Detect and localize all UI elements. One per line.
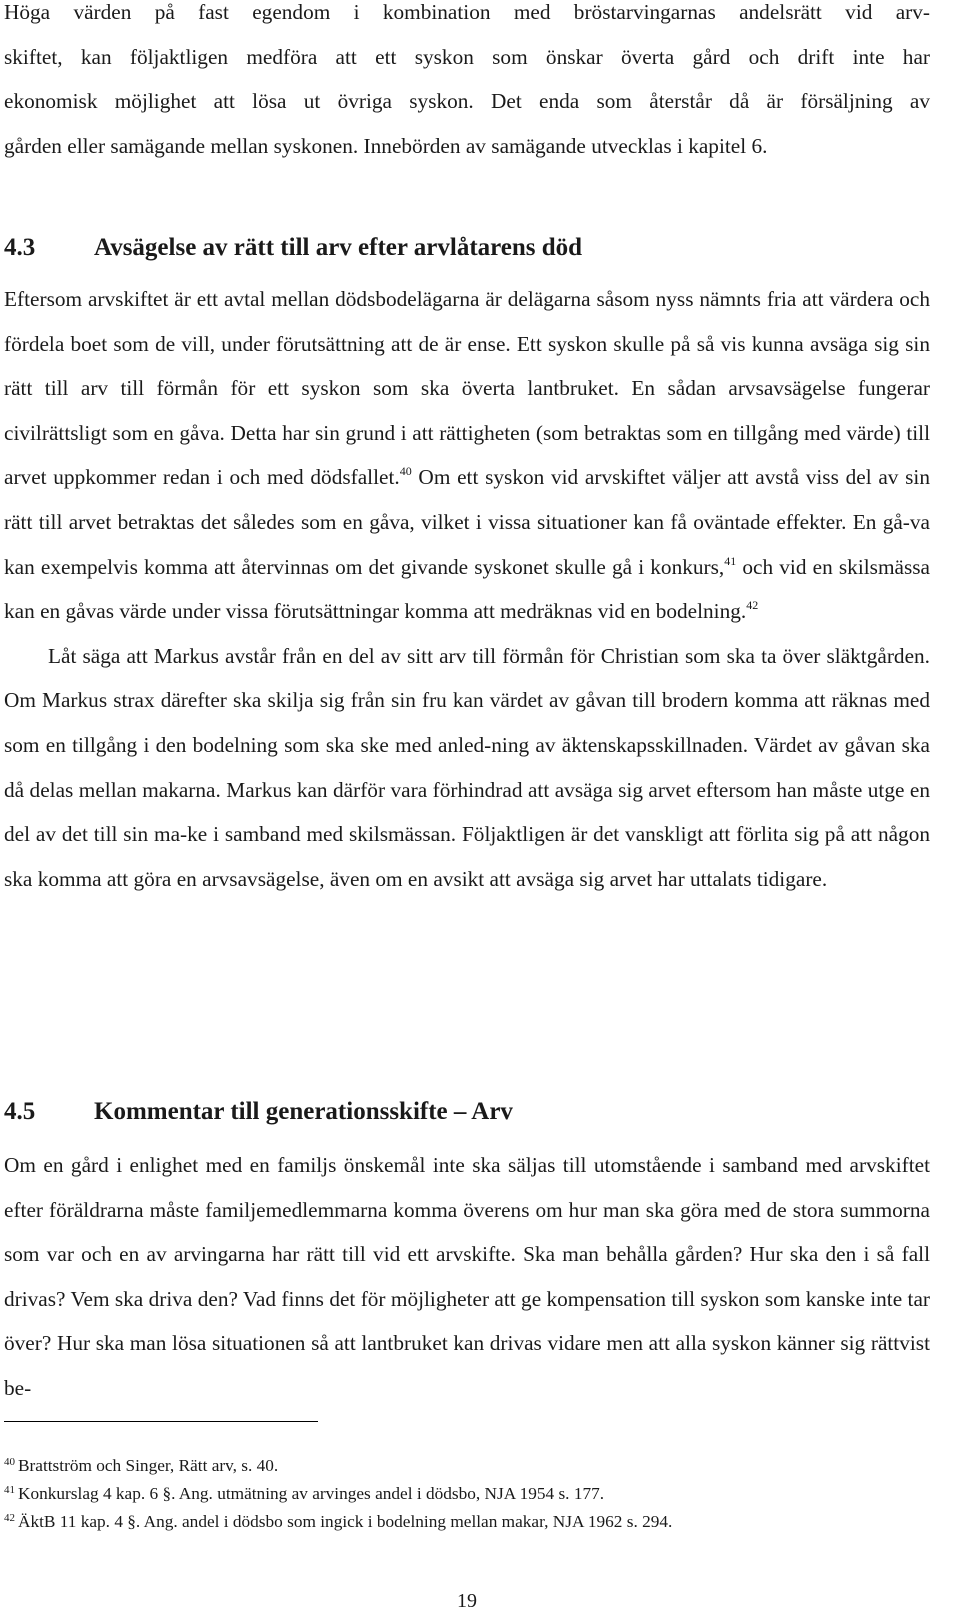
paragraph-text: Eftersom arvskiftet är ett avtal mellan dödsbodelägarna är delägarna såsom nyss nämnts fria att värdera och fördela boet som de vill, under förutsättning att de är ense. Ett syskon skulle på så vis kunna avsäga sig sin rätt till arv till förmån för ett syskon som ska överta lantbruket. En sådan arvsavsägelse fungerar civilrättsligt som en gåva. Detta har sin grund i att rättigheten (som betraktas som en tillgång med värde) till arvet uppkommer redan i och med dödsfallet. bbox=[4, 287, 930, 490]
paragraph-text: Om ett syskon vid arvskiftet väljer att avstå viss del av sin rätt till arvet betraktas det således som en gåva, vilket i vissa situationer kan få oväntade effekter. En gå-va kan exempelvis komma att återvinnas om det givande syskonet skulle gå i konkurs, bbox=[4, 465, 930, 579]
section-title: Avsägelse av rätt till arv efter arvlåtarens död bbox=[94, 234, 583, 261]
footnote-number: 40 bbox=[4, 1456, 15, 1468]
section-heading-4-5 bbox=[4, 1098, 513, 1126]
footnote-text: Brattström och Singer, Rätt arv, s. 40. bbox=[18, 1456, 279, 1475]
paragraph-text: och vid en skilsmässa kan en gåvas värde under vissa förutsättningar komma att medräknas vid en bodelning. bbox=[4, 554, 930, 624]
intro-line: ekonomisk möjlighet att lösa ut övriga syskon. Det enda som återstår då är försäljning av bbox=[4, 89, 930, 114]
paragraph: Låt säga att Markus avstår från en del av sitt arv till förmån för Christian som ska ta över släktgården. Om Markus strax därefter ska skilja sig från sin fru kan värdet av gåvan till brodern komma att räknas med som en tillgång i den bodelning som ska ske med anled-ning av äktenskapsskillnaden. Värdet av gåvan ska då delas mellan makarna. Markus kan därför vara förhindrad att avsäga sig arvet eftersom han måste utge en del av det till sin ma-ke i samband med skilsmässan. Följaktligen är det vanskligt att förlita sig på att någon ska komma att göra en arvsavsägelse, även om en avsikt att avsäga sig arvet har uttalats tidigare. bbox=[4, 643, 930, 891]
intro-paragraph bbox=[4, 0, 930, 168]
section-number: 4.3 bbox=[4, 234, 36, 261]
section-title: Kommentar till generationsskifte – Arv bbox=[94, 1098, 513, 1125]
footnote-number: 41 bbox=[4, 1484, 15, 1496]
section-number: 4.5 bbox=[4, 1098, 36, 1125]
footnote-text: ÄktB 11 kap. 4 §. Ang. andel i dödsbo som ingick i bodelning mellan makar, NJA 1962 s. 294. bbox=[18, 1512, 673, 1531]
page-number: 19 bbox=[457, 1590, 477, 1612]
intro-line: skiftet, kan följaktligen medföra att ett syskon som önskar överta gård och drift inte har bbox=[4, 44, 930, 69]
footnote bbox=[4, 1478, 930, 1506]
section-4-5-body bbox=[4, 1143, 930, 1411]
footnotes bbox=[4, 1450, 930, 1534]
paragraph: Om en gård i enlighet med en familjs önskemål inte ska säljas till utomstående i samband med arvskiftet efter föräldrarna måste familjemedlemmarna komma överens om hur man ska göra med de stora summorna som var och en av arvingarna har rätt till vid ett arvskifte. Ska man behålla gården? Hur ska den i så fall drivas? Vem ska driva den? Vad finns det för möjligheter att ge kompensation till syskon som kanske inte tar över? Hur ska man lösa situationen så att lantbruket kan drivas vidare men att alla syskon känner sig rättvist be- bbox=[4, 1153, 930, 1400]
footnote-ref[interactable]: 41 bbox=[724, 553, 737, 568]
footnote-number: 42 bbox=[4, 1512, 15, 1524]
footnote-divider bbox=[4, 1421, 318, 1422]
intro-line: Höga värden på fast egendom i kombination med bröstarvingarnas andelsrätt vid arv- bbox=[4, 0, 930, 24]
footnote bbox=[4, 1450, 930, 1478]
section-4-3-body bbox=[4, 277, 930, 901]
paragraph bbox=[4, 277, 930, 634]
footnote-ref[interactable]: 42 bbox=[746, 598, 759, 613]
footnote-ref[interactable]: 40 bbox=[399, 464, 412, 479]
intro-line: gården eller samägande mellan syskonen. Innebörden av samägande utvecklas i kapitel 6. bbox=[4, 133, 768, 158]
footnote-text: Konkurslag 4 kap. 6 §. Ang. utmätning av arvinges andel i dödsbo, NJA 1954 s. 177. bbox=[18, 1484, 605, 1503]
footnote bbox=[4, 1506, 930, 1534]
section-heading-4-3 bbox=[4, 234, 582, 262]
